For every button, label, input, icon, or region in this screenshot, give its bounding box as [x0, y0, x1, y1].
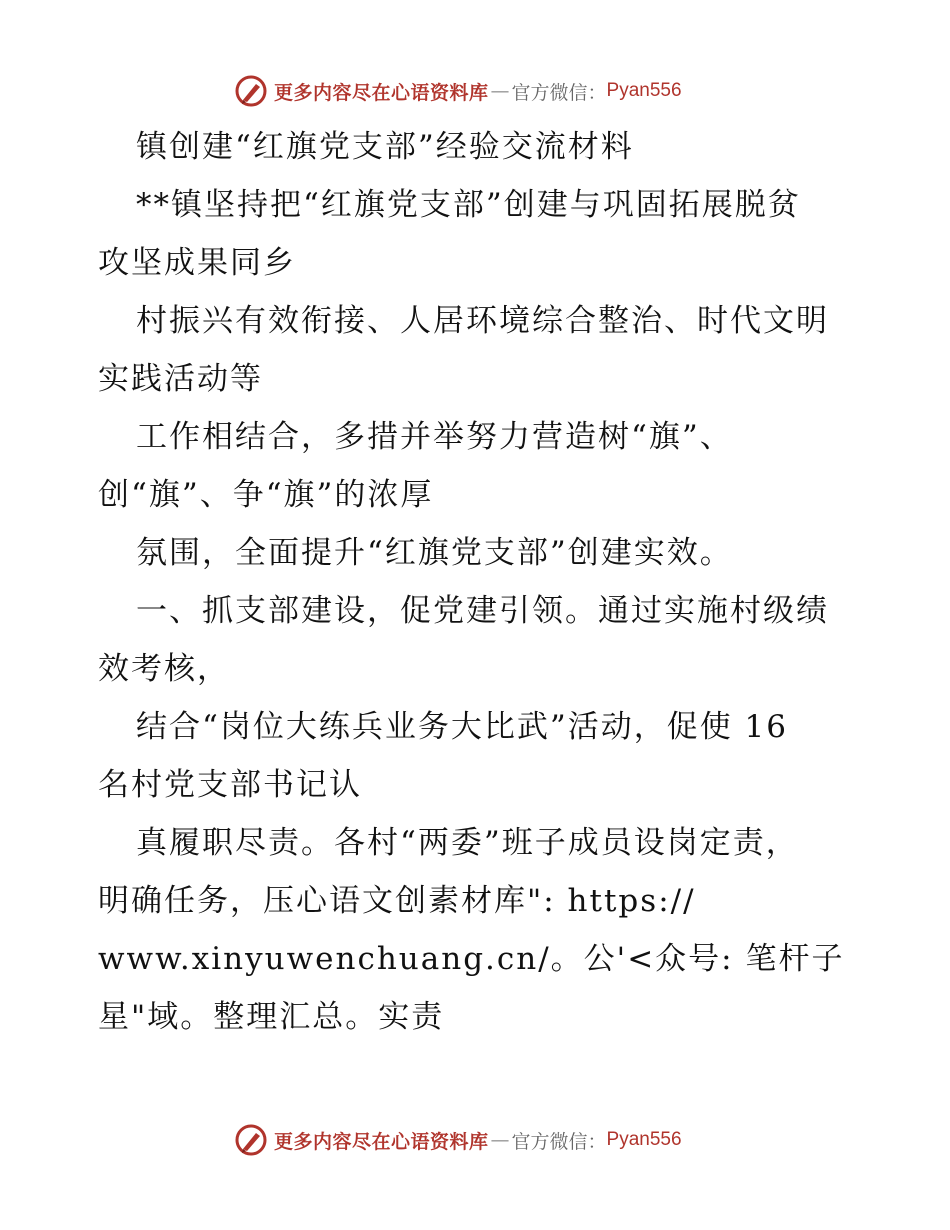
paragraph-line: 名村党支部书记认: [98, 767, 362, 803]
paragraph-line: www.xinyuwenchuang.cn/。公'<众号: 笔杆子: [98, 941, 845, 977]
paragraph-line: 效考核，: [98, 651, 230, 687]
watermark-separator: —: [490, 80, 510, 102]
paragraph-line: 结合“岗位大练兵业务大比武”活动，促使 16: [136, 709, 788, 745]
document-title-line: 镇创建“红旗党支部”经验交流材料: [136, 129, 634, 165]
document-body: [98, 118, 858, 1046]
watermark-wechat-label: 官方微信：: [511, 1130, 607, 1153]
paragraph-line: **镇坚持把“红旗党支部”创建与巩固拓展脱贫: [136, 187, 801, 223]
paragraph-line: 明确任务，压心语文创素材库": https://: [98, 883, 696, 919]
watermark-wechat-id: Pyan556: [606, 1129, 682, 1150]
watermark-wechat-id: Pyan556: [606, 80, 682, 101]
header-watermark: [234, 74, 754, 108]
pen-logo-icon: [234, 1123, 268, 1157]
watermark-wechat-label: 官方微信：: [511, 81, 607, 104]
watermark-site-text: 更多内容尽在心语资料库: [274, 81, 489, 104]
pen-logo-icon: [234, 74, 268, 108]
paragraph-line: 工作相结合，多措并举努力营造树“旗”、: [136, 419, 733, 455]
paragraph-line: 真履职尽责。各村“两委”班子成员设岗定责，: [136, 825, 799, 861]
paragraph-line: 实践活动等: [98, 361, 263, 397]
paragraph-line: 星"域。整理汇总。实责: [98, 999, 445, 1035]
paragraph-line: 一、抓支部建设，促党建引领。通过实施村级绩: [136, 593, 829, 629]
paragraph-line: 村振兴有效衔接、人居环境综合整治、时代文明: [136, 303, 829, 339]
footer-watermark: [234, 1123, 754, 1157]
paragraph-line: 氛围，全面提升“红旗党支部”创建实效。: [136, 535, 733, 571]
watermark-site-text: 更多内容尽在心语资料库: [274, 1130, 489, 1153]
paragraph-line: 创“旗”、争“旗”的浓厚: [98, 477, 434, 513]
paragraph-line: 攻坚成果同乡: [98, 245, 296, 281]
watermark-separator: —: [490, 1129, 510, 1151]
